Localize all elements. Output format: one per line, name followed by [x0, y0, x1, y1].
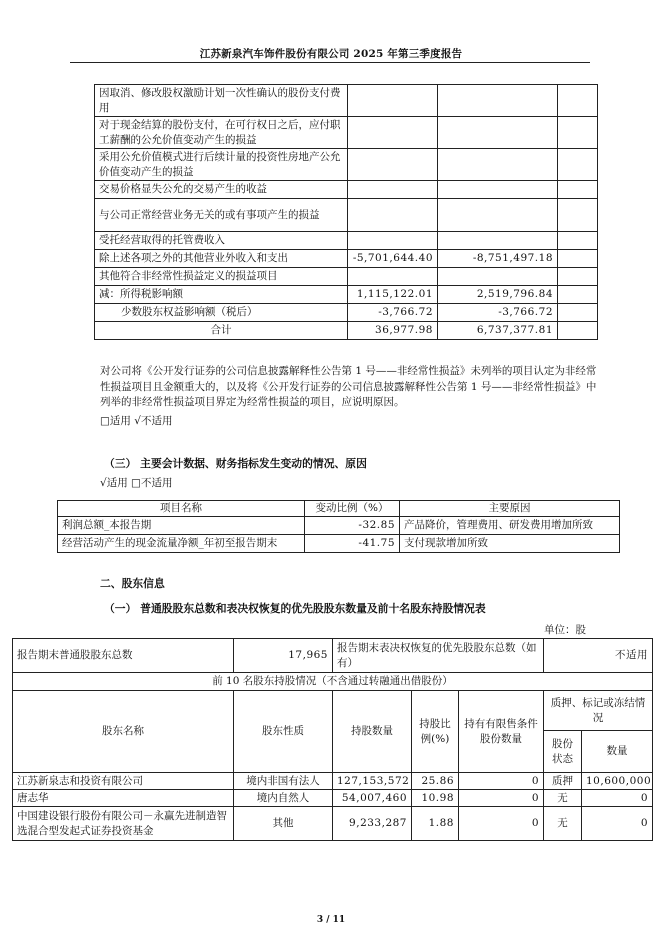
shareholder-name: 中国建设银行股份有限公司－永赢先进制造智选混合型发起式证券投资基金 — [13, 807, 234, 841]
item-cell: 与公司正常经营业务无关的或有事项产生的损益 — [95, 199, 348, 232]
item-cell: 经营活动产生的现金流量净额_年初至报告期末 — [58, 535, 305, 553]
item-cell: 因取消、修改股权激励计划一次性确认的股份支付费用 — [95, 85, 348, 117]
table-row — [13, 807, 653, 841]
pledge-qty: 0 — [582, 790, 653, 807]
pledge-status: 无 — [544, 807, 582, 841]
table-row — [13, 773, 653, 790]
total-label: 报告期末普通股股东总数 — [13, 639, 234, 673]
page-number: 3 / 11 — [316, 915, 346, 925]
table-row — [95, 232, 598, 250]
item-cell: 其他符合非经常性损益定义的损益项目 — [95, 268, 348, 286]
non-recurring-table — [94, 84, 598, 340]
value-current — [348, 149, 438, 181]
note-cell — [558, 199, 598, 232]
item-cell: 合计 — [95, 322, 348, 340]
shareholder-nature: 境内自然人 — [234, 790, 333, 807]
total-row — [13, 639, 653, 673]
shareholder-restricted: 0 — [459, 773, 544, 790]
top10-caption: 前 10 名股东持股情况（不含通过转融通出借股份） — [13, 673, 653, 691]
report-header-title: 江苏新泉汽车饰件股份有限公司 2025 年第三季度报告 — [199, 48, 463, 60]
section-three-title: （三） 主要会计数据、财务指标发生变动的情况、原因 — [104, 457, 367, 470]
table-row — [95, 117, 598, 149]
header-name: 股东名称 — [13, 691, 234, 773]
item-cell: 受托经营取得的托管费收入 — [95, 232, 348, 250]
table-row — [95, 85, 598, 117]
total-value: 17,965 — [234, 639, 333, 673]
table-header-row — [58, 501, 620, 517]
value-ytd: 6,737,377.81 — [438, 322, 558, 340]
value-ytd — [438, 149, 558, 181]
table-header-row — [13, 691, 653, 731]
shareholder-ratio: 10.98 — [412, 790, 459, 807]
shareholder-shares: 127,153,572 — [333, 773, 412, 790]
note-cell — [558, 322, 598, 340]
ratio-cell: -41.75 — [305, 535, 400, 553]
value-ytd — [438, 85, 558, 117]
pledge-qty: 10,600,000 — [582, 773, 653, 790]
shareholder-name: 唐志华 — [13, 790, 234, 807]
note-cell — [558, 117, 598, 149]
header-pledge-status: 股份状态 — [544, 731, 582, 773]
shareholders-table — [12, 638, 653, 841]
table-row — [13, 790, 653, 807]
pledge-status: 质押 — [544, 773, 582, 790]
shareholder-shares: 54,007,460 — [333, 790, 412, 807]
explanation-paragraph: 对公司将《公开发行证券的公司信息披露解释性公告第 1 号——非经常性损益》未列举的项目认定为非经常性损益项目且金额重大的，以及将《公开发行证券的公司信息披露解释性公告第 1 号——非经常性损益》中列举的非经常性损益项目界定为经常性损益的项目，应说明原因。 — [100, 365, 597, 408]
item-cell: 对于现金结算的股份支付，在可行权日之后，应付职工薪酬的公允价值变动产生的损益 — [95, 117, 348, 149]
shareholder-nature: 境内非国有法人 — [234, 773, 333, 790]
value-current — [348, 268, 438, 286]
note-cell — [558, 268, 598, 286]
note-cell — [558, 85, 598, 117]
shareholder-name: 江苏新泉志和投资有限公司 — [13, 773, 234, 790]
value-current: 1,115,122.01 — [348, 286, 438, 304]
header-restricted: 持有有限售条件股份数量 — [459, 691, 544, 773]
table-row — [95, 304, 598, 322]
note-cell — [558, 250, 598, 268]
table-row — [95, 268, 598, 286]
header-divider — [70, 62, 590, 63]
shareholder-shares: 9,233,287 — [333, 807, 412, 841]
value-ytd — [438, 181, 558, 199]
note-cell — [558, 149, 598, 181]
item-cell: 少数股东权益影响额（税后） — [95, 304, 348, 322]
item-cell: 除上述各项之外的其他营业外收入和支出 — [95, 250, 348, 268]
value-ytd: 2,519,796.84 — [438, 286, 558, 304]
value-ytd — [438, 117, 558, 149]
table-row — [95, 199, 598, 232]
pref-label: 报告期末表决权恢复的优先股股东总数（如有） — [333, 639, 544, 673]
header-ratio: 变动比例（%） — [305, 501, 400, 517]
value-ytd — [438, 268, 558, 286]
value-ytd — [438, 232, 558, 250]
shareholders-subtitle: （一） 普通股股东总数和表决权恢复的优先股股东数量及前十名股东持股情况表 — [104, 602, 486, 615]
pledge-status: 无 — [544, 790, 582, 807]
header-item: 项目名称 — [58, 501, 305, 517]
shareholder-restricted: 0 — [459, 807, 544, 841]
item-cell: 采用公允价值模式进行后续计量的投资性房地产公允价值变动产生的损益 — [95, 149, 348, 181]
header-pledge-group: 质押、标记或冻结情况 — [544, 691, 653, 731]
value-current — [348, 181, 438, 199]
note-cell — [558, 181, 598, 199]
table-row — [95, 149, 598, 181]
item-cell: 减：所得税影响额 — [95, 286, 348, 304]
explanation-applicability: □适用 √不适用 — [100, 415, 173, 427]
value-current — [348, 117, 438, 149]
table-row — [58, 535, 620, 553]
note-cell — [558, 286, 598, 304]
unit-label: 单位：股 — [544, 624, 586, 636]
table-row — [58, 517, 620, 535]
reason-cell: 支付现款增加所致 — [400, 535, 620, 553]
shareholder-ratio: 25.86 — [412, 773, 459, 790]
header-shares: 持股数量 — [333, 691, 412, 773]
pledge-qty: 0 — [582, 807, 653, 841]
note-cell — [558, 304, 598, 322]
value-current: -5,701,644.40 — [348, 250, 438, 268]
section-three-applicability: √适用 □不适用 — [100, 477, 173, 489]
caption-row — [13, 673, 653, 691]
table-row — [95, 181, 598, 199]
shareholders-section-title: 二、股东信息 — [100, 577, 165, 590]
shareholder-nature: 其他 — [234, 807, 333, 841]
value-current: -3,766.72 — [348, 304, 438, 322]
header-nature: 股东性质 — [234, 691, 333, 773]
value-ytd — [438, 199, 558, 232]
value-current — [348, 199, 438, 232]
value-current: 36,977.98 — [348, 322, 438, 340]
value-ytd: -8,751,497.18 — [438, 250, 558, 268]
value-current — [348, 232, 438, 250]
pref-value: 不适用 — [544, 639, 653, 673]
table-row — [95, 250, 598, 268]
table-row — [95, 286, 598, 304]
value-ytd: -3,766.72 — [438, 304, 558, 322]
reason-cell: 产品降价，管理费用、研发费用增加所致 — [400, 517, 620, 535]
header-pledge-qty: 数量 — [582, 731, 653, 773]
shareholder-ratio: 1.88 — [412, 807, 459, 841]
shareholder-restricted: 0 — [459, 790, 544, 807]
ratio-cell: -32.85 — [305, 517, 400, 535]
value-current — [348, 85, 438, 117]
header-reason: 主要原因 — [400, 501, 620, 517]
item-cell: 利润总额_本报告期 — [58, 517, 305, 535]
item-cell: 交易价格显失公允的交易产生的收益 — [95, 181, 348, 199]
note-cell — [558, 232, 598, 250]
table-row-total — [95, 322, 598, 340]
header-ratio: 持股比例(%) — [412, 691, 459, 773]
change-reason-table — [57, 500, 620, 553]
